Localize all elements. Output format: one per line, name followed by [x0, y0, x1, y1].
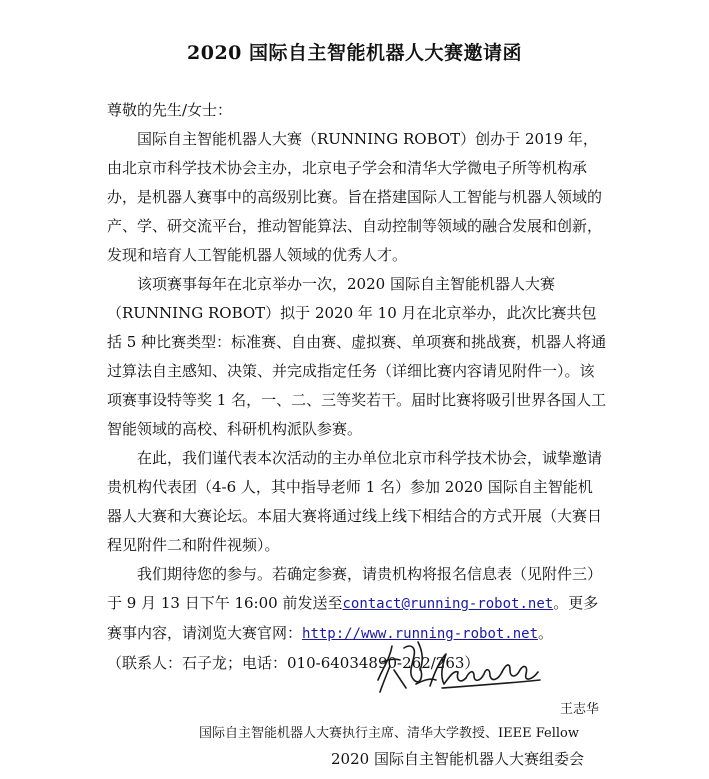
signer-name: 王志华 [560, 702, 600, 717]
website-prefix: 更多赛事内容，请浏览大赛官网： [107, 594, 599, 642]
website-suffix: 。 [538, 624, 554, 642]
registration-end: 。 [553, 594, 569, 612]
contact-line: （联系人：石子龙；电话：010-64034890-262/263） [107, 654, 480, 672]
letter-title: 2020 国际自主智能机器人大赛邀请函 [187, 42, 522, 64]
paragraph-competition: 该项赛事每年在北京举办一次，2020 国际自主智能机器人大赛（RUNNING ROBOT）拟于 2020 年 10 月在北京举办，此次比赛共包括 5 种比赛类型：标准赛、自由赛、虚拟赛、单项赛和挑战赛，机器人将通过算法自主感知、决策、并完成指定任务（详细比赛内容请见附件一）。该项赛事设特等奖 1 名，一、二、三等奖若干。届时比赛将吸引世界各国人工智能领域的高校、科研机构派队参赛。 [107, 275, 607, 438]
signer-role: 国际自主智能机器人大赛执行主席、清华大学教授、IEEE Fellow [199, 726, 580, 741]
handwritten-signature [370, 636, 545, 698]
organizing-committee: 2020 国际自主智能机器人大赛组委会 [331, 750, 584, 768]
paragraph-intro: 国际自主智能机器人大赛（RUNNING ROBOT）创办于 2019 年，由北京市科学技术协会主办，北京电子学会和清华大学微电子所等机构承办，是机器人赛事中的高级别比赛。旨在搭建国际人工智能与机器人领域的产、学、研交流平台，推动智能算法、自动控制等领域的融合发展和创新，发现和培育人工智能机器人领域的优秀人才。 [107, 130, 603, 264]
salutation: 尊敬的先生/女士： [107, 101, 233, 119]
letter-body [107, 96, 607, 678]
contact-email-link[interactable]: contact@running-robot.net [342, 596, 554, 612]
registration-text: 我们期待您的参与。若确定参赛，请贵机构将报名信息表（见附件三）于 9 月 13 日下午 16:00 前发送至 [107, 565, 603, 612]
website-link[interactable]: http://www.running-robot.net [302, 626, 539, 642]
paragraph-invitation: 在此，我们谨代表本次活动的主办单位北京市科学技术协会，诚挚邀请贵机构代表团（4-6 人，其中指导老师 1 名）参加 2020 国际自主智能机器人大赛和大赛论坛。本届大赛将通过线上线下相结合的方式开展（大赛日程见附件二和附件视频）。 [107, 449, 603, 554]
